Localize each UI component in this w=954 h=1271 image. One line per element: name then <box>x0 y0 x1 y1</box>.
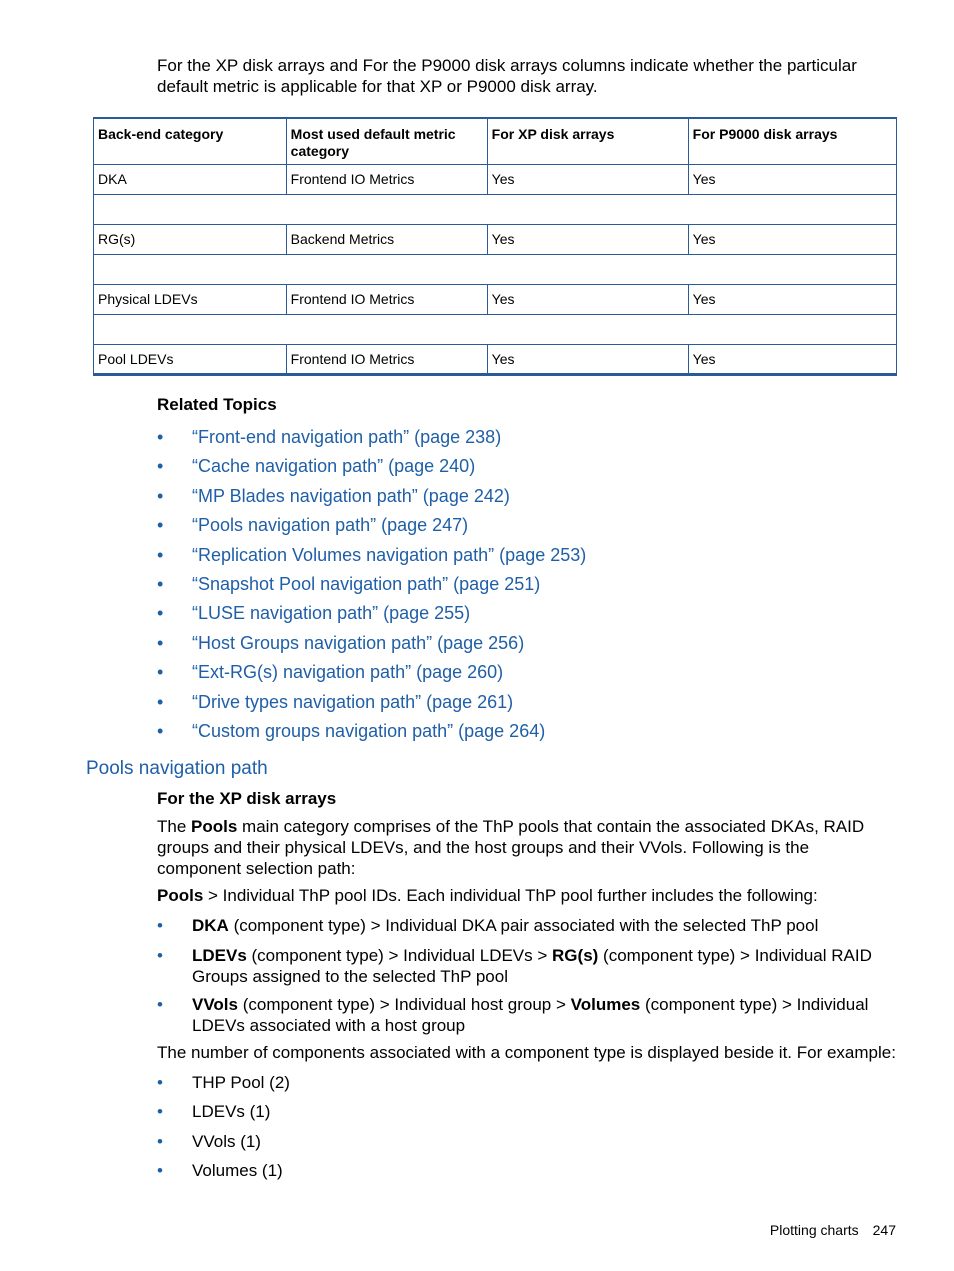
example-text: LDEVs (1) <box>192 1102 271 1121</box>
related-link[interactable]: “MP Blades navigation path” (page 242) <box>192 485 510 506</box>
list-item <box>157 945 897 987</box>
pools-description <box>157 816 897 879</box>
page-footer <box>770 1222 896 1238</box>
list-item <box>157 689 586 718</box>
header-xp: For XP disk arrays <box>487 118 688 164</box>
cell: Backend Metrics <box>286 224 487 254</box>
spacer-cell <box>94 254 897 284</box>
bullet-icon: • <box>157 1132 163 1151</box>
list-item <box>157 1131 897 1152</box>
list-item <box>157 483 586 512</box>
text: (component type) > Individual DKA pair associated with the selected ThP pool <box>228 916 819 935</box>
list-item <box>157 571 586 600</box>
bold-term: Pools <box>157 886 204 905</box>
list-item <box>157 718 586 747</box>
bold-term: Pools <box>191 817 238 836</box>
bullet-icon: • <box>157 603 164 624</box>
text: (component type) > Individual RAID Groups assigned to the selected ThP pool <box>192 946 872 986</box>
item-text <box>192 915 897 936</box>
bullet-icon: • <box>157 691 164 712</box>
header-default-metric: Most used default metric category <box>286 118 487 164</box>
related-topics-list <box>157 424 586 747</box>
bullet-icon: • <box>157 456 164 477</box>
cell: Yes <box>487 164 688 194</box>
spacer-cell <box>94 314 897 344</box>
table-spacer-row <box>94 254 897 284</box>
bullet-icon: • <box>157 485 164 506</box>
table-row <box>94 344 897 374</box>
sub-heading: For the XP disk arrays <box>157 789 337 808</box>
text: > Individual ThP pool IDs. Each individual ThP pool further includes the following: <box>203 886 818 905</box>
components-paragraph: The number of components associated with a component type is displayed beside it. For example: <box>157 1043 896 1062</box>
related-link[interactable]: “Drive types navigation path” (page 261) <box>192 691 514 712</box>
bullet-icon: • <box>157 632 164 653</box>
related-link[interactable]: “Pools navigation path” (page 247) <box>192 515 469 536</box>
section-heading: Pools navigation path <box>86 758 268 779</box>
bold-term: RG(s) <box>552 946 599 965</box>
footer-label: Plotting charts <box>769 1222 859 1238</box>
text: (component type) > Individual LDEVs > <box>246 946 553 965</box>
table-row <box>94 164 897 194</box>
bold-term: VVols <box>192 995 238 1014</box>
bullet-icon: • <box>157 1102 163 1121</box>
example-text: VVols (1) <box>192 1132 261 1151</box>
related-link[interactable]: “LUSE navigation path” (page 255) <box>192 603 471 624</box>
table-header-row <box>94 118 897 164</box>
cell: Yes <box>487 224 688 254</box>
page-number: 247 <box>872 1222 896 1238</box>
header-backend-category: Back-end category <box>94 118 287 164</box>
bullet-icon: • <box>157 544 164 565</box>
table-row <box>94 224 897 254</box>
cell: RG(s) <box>94 224 287 254</box>
item-text <box>192 945 897 987</box>
cell: DKA <box>94 164 287 194</box>
cell: Yes <box>688 344 896 374</box>
pools-path <box>157 885 897 906</box>
related-link[interactable]: “Front-end navigation path” (page 238) <box>192 427 502 447</box>
bullet-icon: • <box>157 720 164 741</box>
table-spacer-row <box>94 314 897 344</box>
list-item <box>157 1160 897 1181</box>
related-link[interactable]: “Replication Volumes navigation path” (page 253) <box>192 544 587 565</box>
related-topics-title: Related Topics <box>157 395 277 414</box>
list-item <box>157 600 586 629</box>
list-item <box>157 659 586 688</box>
text: main category comprises of the ThP pools that contain the associated DKAs, RAID groups and their physical LDEVs, and the host groups and their VVols. Following is the component selection path: <box>157 817 865 878</box>
intro-paragraph: For the XP disk arrays and For the P9000 disk arrays columns indicate whether the particular default metric is applicable for that XP or P9000 disk array. <box>157 56 857 96</box>
cell: Frontend IO Metrics <box>286 284 487 314</box>
metrics-table <box>93 117 897 376</box>
spacer-cell <box>94 194 897 224</box>
bullet-icon: • <box>157 515 164 536</box>
example-text: Volumes (1) <box>192 1161 283 1180</box>
cell: Yes <box>487 284 688 314</box>
cell: Yes <box>688 224 896 254</box>
list-item <box>157 915 897 936</box>
related-link[interactable]: “Custom groups navigation path” (page 264) <box>192 720 546 741</box>
bold-term: DKA <box>192 916 229 935</box>
bold-term: LDEVs <box>192 946 247 965</box>
table-row <box>94 284 897 314</box>
bullet-icon: • <box>157 1073 163 1092</box>
text: (component type) > Individual LDEVs associated with a host group <box>192 995 869 1035</box>
header-p9000: For P9000 disk arrays <box>688 118 896 164</box>
bullet-icon: • <box>157 662 164 683</box>
example-text: THP Pool (2) <box>192 1073 290 1092</box>
bold-term: Volumes <box>570 995 641 1014</box>
list-item <box>157 512 586 541</box>
list-item <box>157 424 586 453</box>
bullet-icon: • <box>157 916 163 935</box>
related-link[interactable]: “Host Groups navigation path” (page 256) <box>192 632 525 653</box>
list-item <box>157 453 586 482</box>
bullet-icon: • <box>157 573 164 594</box>
table-spacer-row <box>94 194 897 224</box>
text: The <box>157 817 192 836</box>
bullet-icon: • <box>157 995 163 1014</box>
cell: Pool LDEVs <box>94 344 287 374</box>
related-link[interactable]: “Cache navigation path” (page 240) <box>192 456 476 477</box>
cell: Physical LDEVs <box>94 284 287 314</box>
list-item <box>157 1072 897 1093</box>
item-text <box>192 994 897 1036</box>
cell: Yes <box>688 284 896 314</box>
list-item <box>157 994 897 1036</box>
cell: Yes <box>688 164 896 194</box>
list-item <box>157 542 586 571</box>
bullet-icon: • <box>157 946 163 965</box>
cell: Yes <box>487 344 688 374</box>
cell: Frontend IO Metrics <box>286 164 487 194</box>
related-link[interactable]: “Snapshot Pool navigation path” (page 251) <box>192 573 541 594</box>
list-item <box>157 1101 897 1122</box>
cell: Frontend IO Metrics <box>286 344 487 374</box>
text: (component type) > Individual host group > <box>237 995 571 1014</box>
related-link[interactable]: “Ext-RG(s) navigation path” (page 260) <box>192 662 504 683</box>
bullet-icon: • <box>157 427 164 447</box>
bullet-icon: • <box>157 1161 163 1180</box>
list-item <box>157 630 586 659</box>
